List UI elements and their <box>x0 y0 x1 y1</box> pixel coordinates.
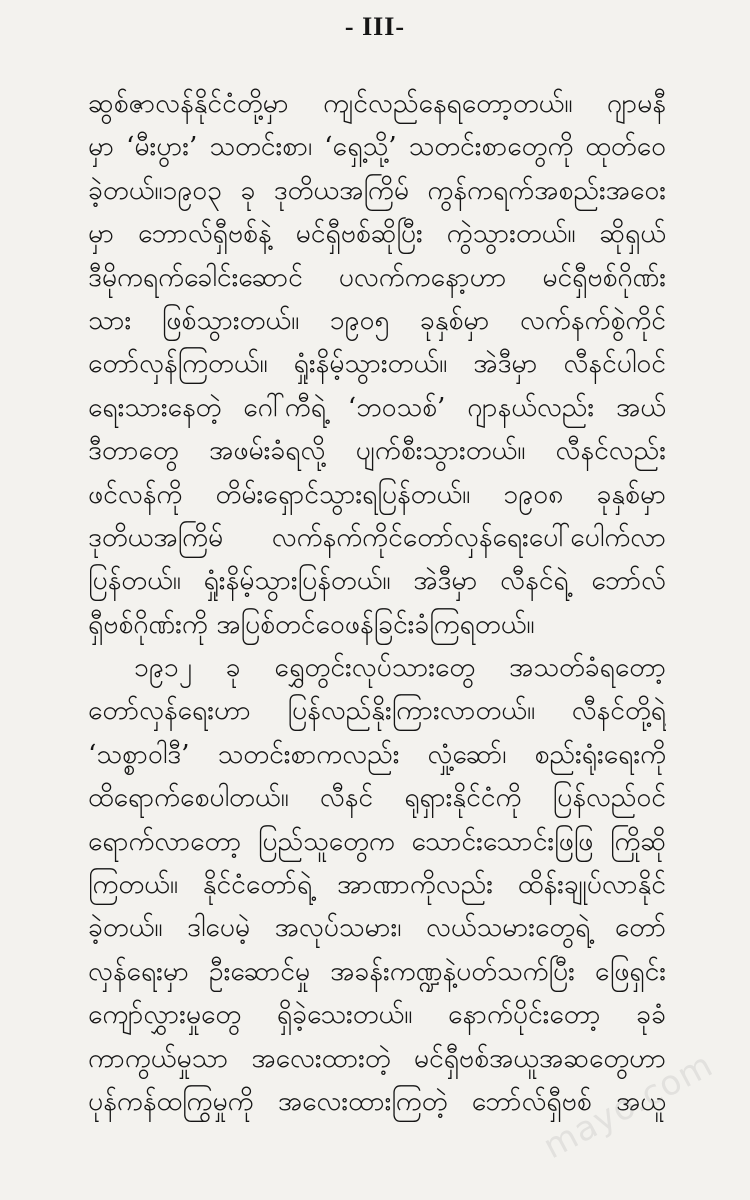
text-line: ဒုတိယအကြိမ် လက်နက်ကိုင်တော်လှန်ရေးပေါ်ပေါက်လာ <box>88 521 666 553</box>
text-line: ခဲ့တယ်။ ဒါပေမဲ့ အလုပ်သမား၊ လယ်သမားတွေရဲ့ တော် <box>88 912 666 944</box>
body-text <box>88 82 666 1123</box>
text-line: လှန်ရေးမှာ ဦးဆောင်မှု အခန်းကဏ္ဍနဲ့ပတ်သက်ပြီး ဖြေရှင်း <box>88 955 666 987</box>
text-line: ကာကွယ်မှုသာ အလေးထားတဲ့ မင်ရှီဗစ်အယူအဆတွေဟာ <box>88 1042 666 1074</box>
page-number: - III- <box>344 12 406 41</box>
text-line: ရေးသားနေတဲ့ ဂေါ်ကီရဲ့ ‘ဘဝသစ်’ ဂျာနယ်လည်း အယ် <box>88 391 666 423</box>
text-line: ၁၉၁၂ ခု ရွှေတွင်းလုပ်သားတွေ အသတ်ခံရတော့ <box>134 652 666 684</box>
text-line: ဒီတာတွေ အဖမ်းခံရလို့ ပျက်စီးသွားတယ်။ လီနင်လည်း <box>88 435 666 467</box>
text-line: ပုန်ကန်ထကြွမှုကို အလေးထားကြတဲ့ ဘော်လ်ရှီဗစ် အယူ <box>88 1085 666 1117</box>
text-line: ရှီဗစ်ဂိုဏ်းကို အပြစ်တင်ဝေဖန်ခြင်းခံကြရတယ်။ <box>88 608 535 640</box>
text-line: ဒီမိုကရက်ခေါင်းဆောင် ပလက်ကနော့ဟာ မင်ရှီဗစ်ဂိုဏ်း <box>88 261 666 293</box>
text-line: တော်လှန်ကြတယ်။ ရှုံးနိမ့်သွားတယ်။ အဲဒီမှာ လီနင်ပါဝင် <box>88 348 666 380</box>
text-line: ဆွစ်ဇာလန်နိုင်ငံတို့မှာ ကျင်လည်နေရတော့တယ်။ ဂျာမနီ <box>88 88 666 119</box>
text-line: တော်လှန်ရေးဟာ ပြန်လည်နိုးကြားလာတယ်။ လီနင်တို့ရဲ့ <box>88 695 666 727</box>
text-line: ‘သစ္စာဝါဒီ’ သတင်းစာကလည်း လှုံ့ဆော်၊ စည်းရုံးရေးကို <box>88 738 666 770</box>
text-line: ပြန်တယ်။ ရှုံးနိမ့်သွားပြန်တယ်။ အဲဒီမှာ လီနင်ရဲ့ ဘော်လ် <box>88 565 666 597</box>
paragraph-2 <box>88 646 666 1123</box>
text-line: သား ဖြစ်သွားတယ်။ ၁၉၀၅ ခုနှစ်မှာ လက်နက်စွဲကိုင် <box>88 304 666 336</box>
text-line: ထိရောက်စေပါတယ်။ လီနင် ရုရှားနိုင်ငံကို ပြန်လည်ဝင် <box>88 782 666 814</box>
text-line: ခဲ့တယ်။၁၉၀၃ ခု ဒုတိယအကြိမ် ကွန်ကရက်အစည်းအဝေး <box>88 174 666 206</box>
text-line: ရောက်လာတော့ ပြည်သူတွေက သောင်းသောင်းဖြဖြ ကြိုဆို <box>88 825 666 857</box>
text-line: မှာ ‘မီးပွား’ သတင်းစာ၊ ‘ရှေ့သို့’ သတင်းစာတွေကို ထုတ်ဝေ <box>88 131 666 163</box>
text-line: မှာ ဘောလ်ရှီဗစ်နဲ့ မင်ရှီဗစ်ဆိုပြီး ကွဲသွားတယ်။ ဆိုရှယ် <box>88 218 666 250</box>
paragraph-1 <box>88 82 666 646</box>
watermark: mayo.com <box>537 1044 720 1168</box>
text-line: ဖင်လန်ကို တိမ်းရှောင်သွားရပြန်တယ်။ ၁၉၀၈ ခုနှစ်မှာ <box>88 478 666 510</box>
text-line: ကြတယ်။ နိုင်ငံတော်ရဲ့ အာဏာကိုလည်း ထိန်းချုပ်လာနိုင် <box>88 869 666 901</box>
text-line: ကျော်လွှားမှုတွေ ရှိခဲ့သေးတယ်။ နောက်ပိုင်းတော့ ခုခံ <box>88 999 666 1031</box>
